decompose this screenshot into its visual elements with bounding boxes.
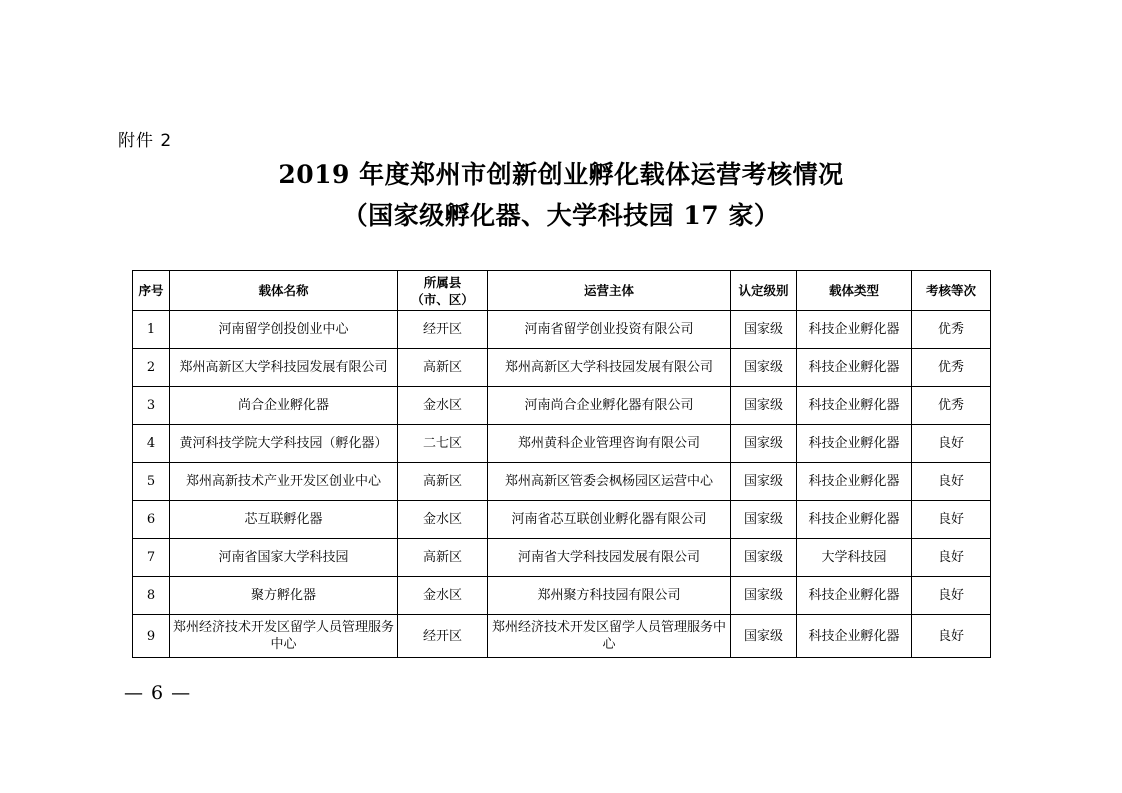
- table-row: [133, 463, 991, 501]
- cell-county: 高新区: [398, 539, 488, 577]
- table-row: [133, 539, 991, 577]
- cell-seq: 9: [133, 615, 170, 658]
- cell-county: 金水区: [398, 387, 488, 425]
- cell-type: 科技企业孵化器: [797, 615, 912, 658]
- cell-seq: 5: [133, 463, 170, 501]
- cell-operator: 郑州黄科企业管理咨询有限公司: [488, 425, 731, 463]
- cell-name: 郑州经济技术开发区留学人员管理服务中心: [170, 615, 398, 658]
- cell-level: 国家级: [731, 615, 797, 658]
- header-county: [398, 271, 488, 311]
- header-seq: 序号: [133, 271, 170, 311]
- cell-seq: 6: [133, 501, 170, 539]
- page-number: — 6 —: [124, 682, 192, 704]
- table-header-row: [133, 271, 991, 311]
- table-row: [133, 387, 991, 425]
- cell-operator: 郑州经济技术开发区留学人员管理服务中心: [488, 615, 731, 658]
- cell-type: 大学科技园: [797, 539, 912, 577]
- table-row: [133, 425, 991, 463]
- cell-name: 郑州高新区大学科技园发展有限公司: [170, 349, 398, 387]
- cell-type: 科技企业孵化器: [797, 349, 912, 387]
- assessment-table: [132, 270, 991, 658]
- cell-operator: 河南省留学创业投资有限公司: [488, 311, 731, 349]
- header-operator: 运营主体: [488, 271, 731, 311]
- cell-seq: 7: [133, 539, 170, 577]
- cell-operator: 郑州聚方科技园有限公司: [488, 577, 731, 615]
- cell-county: 金水区: [398, 577, 488, 615]
- cell-seq: 1: [133, 311, 170, 349]
- cell-operator: 河南省大学科技园发展有限公司: [488, 539, 731, 577]
- cell-name: 芯互联孵化器: [170, 501, 398, 539]
- cell-county: 二七区: [398, 425, 488, 463]
- cell-operator: 郑州高新区大学科技园发展有限公司: [488, 349, 731, 387]
- cell-grade: 良好: [912, 615, 991, 658]
- table-row: [133, 349, 991, 387]
- cell-name: 聚方孵化器: [170, 577, 398, 615]
- header-type: 载体类型: [797, 271, 912, 311]
- cell-seq: 4: [133, 425, 170, 463]
- cell-grade: 优秀: [912, 349, 991, 387]
- table-row: [133, 577, 991, 615]
- cell-name: 黄河科技学院大学科技园（孵化器）: [170, 425, 398, 463]
- cell-county: 高新区: [398, 349, 488, 387]
- cell-level: 国家级: [731, 349, 797, 387]
- cell-grade: 良好: [912, 463, 991, 501]
- header-level: 认定级别: [731, 271, 797, 311]
- table-row: [133, 501, 991, 539]
- table-row: [133, 615, 991, 658]
- cell-county: 经开区: [398, 311, 488, 349]
- cell-level: 国家级: [731, 463, 797, 501]
- cell-name: 河南省国家大学科技园: [170, 539, 398, 577]
- cell-county: 高新区: [398, 463, 488, 501]
- cell-grade: 良好: [912, 425, 991, 463]
- header-name: 载体名称: [170, 271, 398, 311]
- cell-type: 科技企业孵化器: [797, 387, 912, 425]
- header-county-line2: （市、区）: [411, 291, 474, 307]
- cell-name: 河南留学创投创业中心: [170, 311, 398, 349]
- cell-operator: 郑州高新区管委会枫杨园区运营中心: [488, 463, 731, 501]
- cell-name: 郑州高新技术产业开发区创业中心: [170, 463, 398, 501]
- cell-grade: 良好: [912, 577, 991, 615]
- cell-level: 国家级: [731, 311, 797, 349]
- cell-type: 科技企业孵化器: [797, 311, 912, 349]
- cell-county: 金水区: [398, 501, 488, 539]
- cell-seq: 3: [133, 387, 170, 425]
- attachment-label: 附件 2: [118, 131, 173, 151]
- cell-grade: 优秀: [912, 387, 991, 425]
- table-row: [133, 311, 991, 349]
- cell-level: 国家级: [731, 425, 797, 463]
- cell-seq: 2: [133, 349, 170, 387]
- cell-name: 尚合企业孵化器: [170, 387, 398, 425]
- cell-level: 国家级: [731, 501, 797, 539]
- cell-grade: 良好: [912, 501, 991, 539]
- cell-type: 科技企业孵化器: [797, 425, 912, 463]
- cell-seq: 8: [133, 577, 170, 615]
- document-title: 2019 年度郑州市创新创业孵化载体运营考核情况: [278, 160, 844, 189]
- cell-level: 国家级: [731, 577, 797, 615]
- cell-operator: 河南省芯互联创业孵化器有限公司: [488, 501, 731, 539]
- cell-type: 科技企业孵化器: [797, 577, 912, 615]
- header-county-line1: 所属县: [423, 274, 462, 290]
- cell-level: 国家级: [731, 387, 797, 425]
- header-grade: 考核等次: [912, 271, 991, 311]
- cell-grade: 良好: [912, 539, 991, 577]
- cell-type: 科技企业孵化器: [797, 501, 912, 539]
- cell-county: 经开区: [398, 615, 488, 658]
- cell-grade: 优秀: [912, 311, 991, 349]
- cell-level: 国家级: [731, 539, 797, 577]
- cell-type: 科技企业孵化器: [797, 463, 912, 501]
- cell-operator: 河南尚合企业孵化器有限公司: [488, 387, 731, 425]
- document-subtitle: （国家级孵化器、大学科技园 17 家）: [342, 201, 780, 230]
